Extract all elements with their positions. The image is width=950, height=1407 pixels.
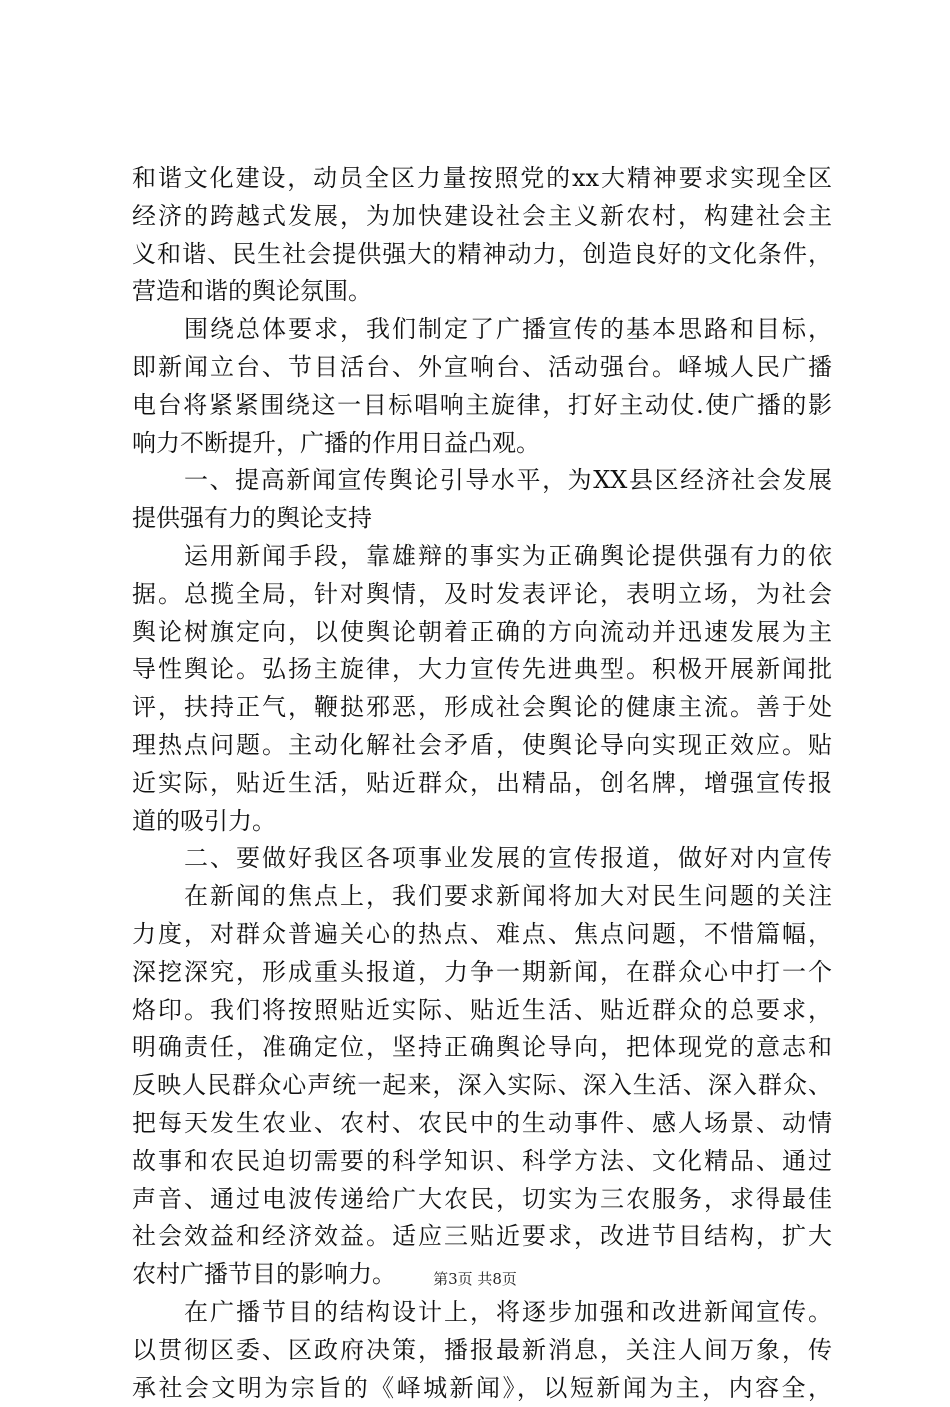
text-line: 二、要做好我区各项事业发展的宣传报道，做好对内宣传	[132, 840, 832, 878]
text-line: 声音、通过电波传递给广大农民，切实为三农服务，求得最佳	[132, 1181, 832, 1219]
text-line: 承社会文明为宗旨的《峄城新闻》，以短新闻为主，内容全，	[132, 1370, 832, 1407]
page-footer: 第3页 共8页	[0, 1268, 950, 1289]
text-line: 一、提高新闻宣传舆论引导水平，为XX县区经济社会发展	[132, 462, 832, 500]
text-line: 道的吸引力。	[132, 803, 832, 841]
text-line: 以贯彻区委、区政府决策，播报最新消息，关注人间万象，传	[132, 1332, 832, 1370]
text-line: 电台将紧紧围绕这一目标唱响主旋律，打好主动仗.使广播的影	[132, 387, 832, 425]
text-line: 把每天发生农业、农村、农民中的生动事件、感人场景、动情	[132, 1105, 832, 1143]
document-body	[132, 160, 832, 1407]
text-line: 近实际，贴近生活，贴近群众，出精品，创名牌，增强宣传报	[132, 765, 832, 803]
text-line: 导性舆论。弘扬主旋律，大力宣传先进典型。积极开展新闻批	[132, 651, 832, 689]
text-line: 运用新闻手段，靠雄辩的事实为正确舆论提供强有力的依	[132, 538, 832, 576]
text-line: 和谐文化建设，动员全区力量按照党的xx大精神要求实现全区	[132, 160, 832, 198]
text-line: 理热点问题。主动化解社会矛盾，使舆论导向实现正效应。贴	[132, 727, 832, 765]
text-line: 农村广播节目的影响力。	[132, 1256, 832, 1294]
text-line: 据。总揽全局，针对舆情，及时发表评论，表明立场，为社会	[132, 576, 832, 614]
text-line: 评，扶持正气，鞭挞邪恶，形成社会舆论的健康主流。善于处	[132, 689, 832, 727]
text-line: 社会效益和经济效益。适应三贴近要求，改进节目结构，扩大	[132, 1218, 832, 1256]
text-line: 提供强有力的舆论支持	[132, 500, 832, 538]
text-line: 经济的跨越式发展，为加快建设社会主义新农村，构建社会主	[132, 198, 832, 236]
text-line: 反映人民群众心声统一起来，深入实际、深入生活、深入群众、	[132, 1067, 832, 1105]
text-line: 义和谐、民生社会提供强大的精神动力，创造良好的文化条件，	[132, 236, 832, 274]
text-line: 响力不断提升，广播的作用日益凸观。	[132, 425, 832, 463]
text-line: 营造和谐的舆论氛围。	[132, 273, 832, 311]
text-line: 故事和农民迫切需要的科学知识、科学方法、文化精品、通过	[132, 1143, 832, 1181]
text-line: 烙印。我们将按照贴近实际、贴近生活、贴近群众的总要求，	[132, 992, 832, 1030]
text-line: 在新闻的焦点上，我们要求新闻将加大对民生问题的关注	[132, 878, 832, 916]
text-line: 即新闻立台、节目活台、外宣响台、活动强台。峄城人民广播	[132, 349, 832, 387]
text-line: 围绕总体要求，我们制定了广播宣传的基本思路和目标，	[132, 311, 832, 349]
text-line: 舆论树旗定向，以使舆论朝着正确的方向流动并迅速发展为主	[132, 614, 832, 652]
text-line: 力度，对群众普遍关心的热点、难点、焦点问题，不惜篇幅，	[132, 916, 832, 954]
text-line: 在广播节目的结构设计上，将逐步加强和改进新闻宣传。	[132, 1294, 832, 1332]
text-line: 深挖深究，形成重头报道，力争一期新闻，在群众心中打一个	[132, 954, 832, 992]
text-line: 明确责任，准确定位，坚持正确舆论导向，把体现党的意志和	[132, 1029, 832, 1067]
